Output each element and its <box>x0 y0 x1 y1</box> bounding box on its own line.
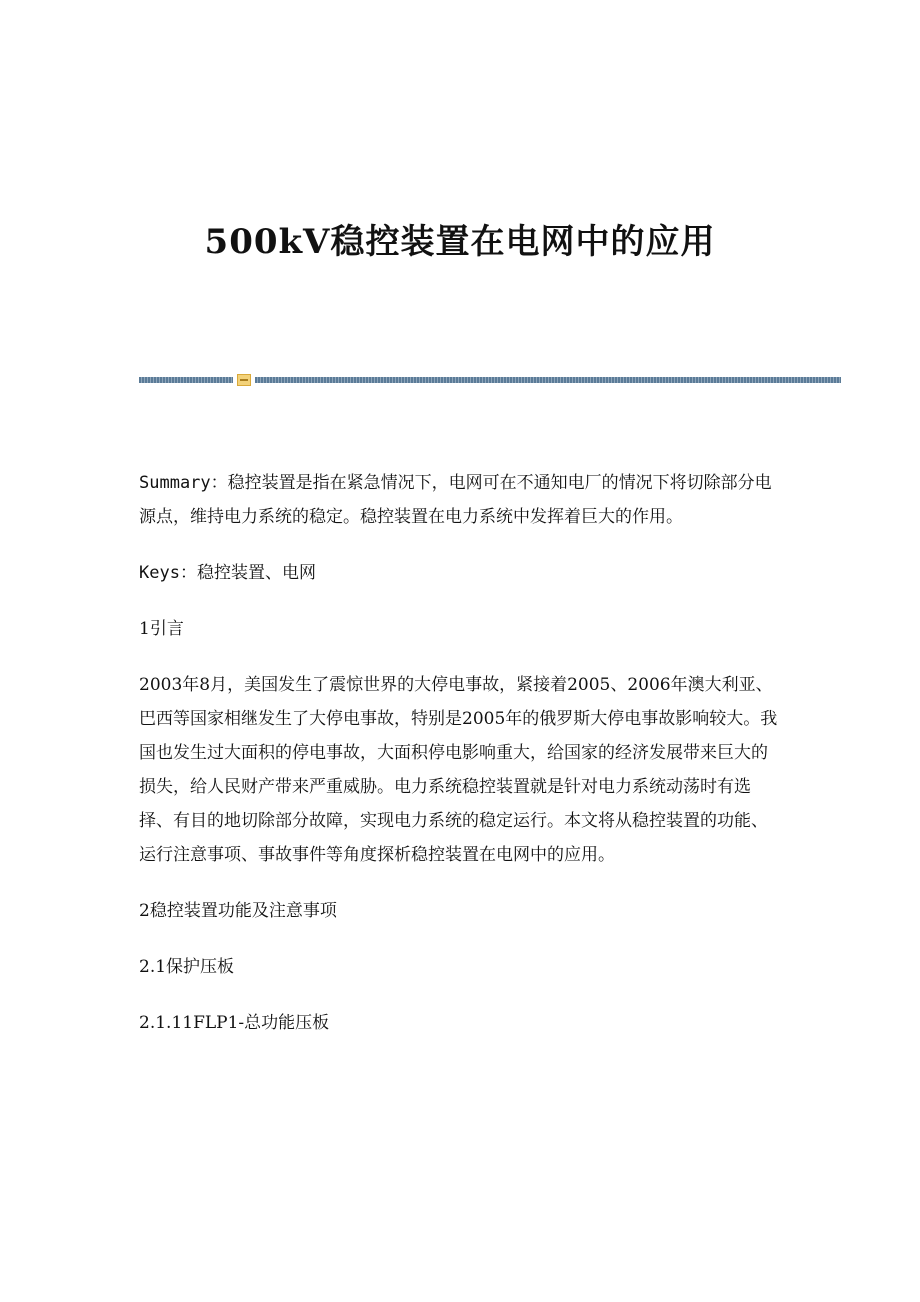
document-body <box>139 466 781 1062</box>
keys-label: Keys： <box>139 563 197 583</box>
summary-text: 稳控装置是指在紧急情况下，电网可在不通知电厂的情况下将切除部分电源点，维持电力系统的稳定。稳控装置在电力系统中发挥着巨大的作用。 <box>139 473 772 527</box>
section-1-body: 2003年8月，美国发生了震惊世界的大停电事故，紧接着2005、2006年澳大利亚、巴西等国家相继发生了大停电事故，特别是2005年的俄罗斯大停电事故影响较大。我国也发生过大面积的停电事故，大面积停电影响重大，给国家的经济发展带来巨大的损失，给人民财产带来严重威胁。电力系统稳控装置就是针对电力系统动荡时有选择、有目的地切除部分故障，实现电力系统的稳定运行。本文将从稳控装置的功能、运行注意事项、事故事件等角度探析稳控装置在电网中的应用。 <box>139 675 778 865</box>
section-2-heading: 2稳控装置功能及注意事项 <box>139 901 337 921</box>
summary-paragraph <box>139 466 781 534</box>
section-2-1-1-heading: 2.1.11FLP1-总功能压板 <box>139 1013 330 1033</box>
title-divider <box>139 374 841 386</box>
divider-ornament-icon <box>237 374 251 386</box>
section-2-1-heading: 2.1保护压板 <box>139 957 235 977</box>
divider-bar-left <box>139 377 233 383</box>
keys-text: 稳控装置、电网 <box>196 563 316 583</box>
document-title: 500kV稳控装置在电网中的应用 <box>204 222 716 262</box>
section-1-heading: 1引言 <box>139 619 184 639</box>
summary-label: Summary： <box>139 473 228 493</box>
divider-bar-right <box>255 377 841 383</box>
keys-paragraph <box>139 556 781 590</box>
